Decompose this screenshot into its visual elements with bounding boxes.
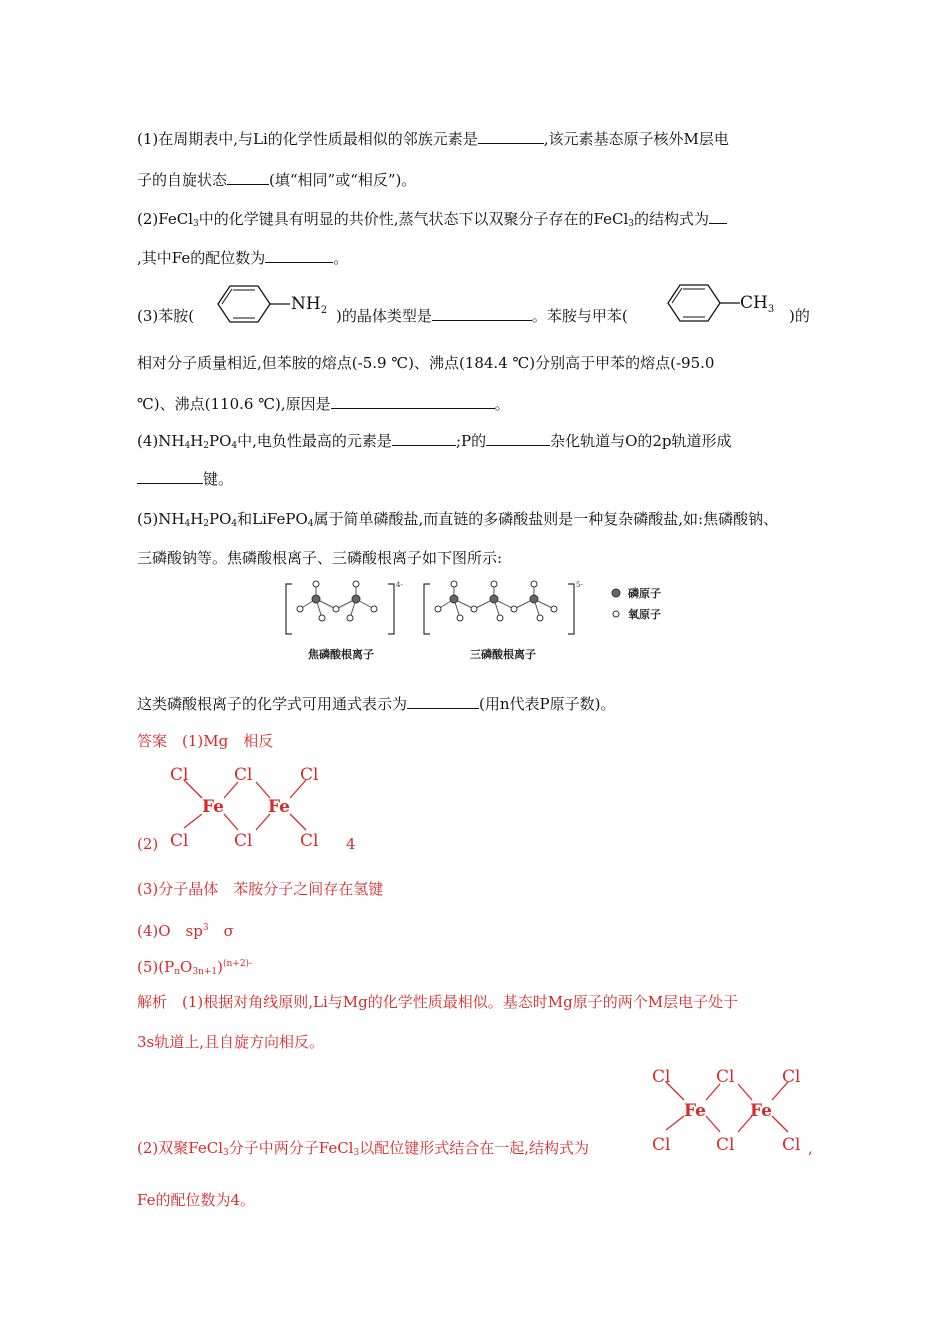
q4-text-a3: PO <box>209 432 232 450</box>
answer-line-2b <box>346 834 356 854</box>
analysis-2e: Fe的配位数为4。 <box>137 1191 256 1209</box>
o-atom <box>531 581 537 587</box>
answer-line-1 <box>137 731 273 751</box>
q5-text-a: (5)NH <box>137 510 185 528</box>
analysis-label: 解析 <box>137 993 168 1011</box>
q4-sub-3: 4 <box>231 441 238 451</box>
answer-4-pre: (4)O sp <box>137 922 203 940</box>
q4-sub-1: 4 <box>184 441 191 451</box>
q5-text-d: 三磷酸钠等。焦磷酸根离子、三磷酸根离子如下图所示: <box>137 549 503 567</box>
p-atom <box>352 595 360 603</box>
analysis-2d: , <box>808 1139 813 1157</box>
answer-5-pre: (5)(P <box>137 958 175 976</box>
answer-5-mid: O <box>180 958 193 976</box>
q2-blank-1[interactable] <box>709 209 727 224</box>
analysis-line-3b <box>808 1138 813 1158</box>
o-atom <box>551 606 557 612</box>
legend-p-dot <box>612 589 620 597</box>
analysis-2b-sub: 3 <box>353 1148 360 1158</box>
aniline-structure <box>208 282 338 326</box>
q5-sub-1: 4 <box>184 519 191 529</box>
q3-line-2 <box>137 353 714 373</box>
bracket-left-1 <box>286 584 292 634</box>
q3-line-1 <box>137 306 194 326</box>
triphosphate-label: 三磷酸根离子 <box>470 648 536 661</box>
cl-atom: Cl <box>652 1067 671 1087</box>
q4-blank-3[interactable] <box>137 469 203 484</box>
q2-text-b: 中的化学键具有明显的共价性,蒸气状态下以双聚分子存在的FeCl <box>198 210 629 228</box>
q4-text-a2: H <box>190 432 204 450</box>
aniline-ring <box>218 286 270 322</box>
fe-atom: Fe <box>750 1101 772 1121</box>
q4-line-1 <box>137 431 732 456</box>
o-atom <box>471 606 477 612</box>
q2-line-2 <box>137 248 348 268</box>
q3-blank-1[interactable] <box>432 306 532 321</box>
cl-atom: Cl <box>782 1135 801 1155</box>
q2-text-e: 。 <box>333 249 349 267</box>
q1-blank-2[interactable] <box>227 170 269 185</box>
pyrophosphate-atoms <box>297 581 377 621</box>
phosphate-ions-figure <box>270 576 690 668</box>
fe-atom: Fe <box>202 797 224 817</box>
answer-3: (3)分子晶体 苯胺分子之间存在氢键 <box>137 880 384 898</box>
cl-atom: Cl <box>782 1067 801 1087</box>
o-atom <box>491 581 497 587</box>
answer-line-2 <box>137 834 158 854</box>
toluene-ring <box>668 285 720 321</box>
answer-5-sup: (n+2)- <box>222 959 253 969</box>
q5-text-b: 和LiFePO <box>237 510 308 528</box>
q5-line-3 <box>137 694 615 714</box>
q2-blank-2[interactable] <box>265 248 333 263</box>
p-atom <box>312 595 320 603</box>
legend-p-label: 磷原子 <box>628 587 661 600</box>
toluene-structure <box>660 280 790 326</box>
q4-line-2 <box>137 469 233 489</box>
ch3-label: $CH_3$ <box>740 293 775 315</box>
o-atom <box>333 606 339 612</box>
answer-line-5 <box>137 954 252 982</box>
q1-text-c: 子的自旋状态 <box>137 171 228 189</box>
q4-text-c: ;P的 <box>455 432 487 450</box>
cl-atom: Cl <box>170 831 189 851</box>
charge-label-2: 5- <box>576 581 583 589</box>
analysis-line-1 <box>137 992 738 1012</box>
o-atom <box>457 615 463 621</box>
fe2cl6-atoms <box>652 1067 800 1155</box>
q1-blank-1[interactable] <box>478 129 544 144</box>
q1-line-1 <box>137 129 729 149</box>
pyrophosphate-bonds <box>300 584 374 618</box>
analysis-line-2 <box>137 1032 324 1052</box>
o-atom <box>347 615 353 621</box>
o-atom <box>497 615 503 621</box>
answer-5-sub1: n <box>174 967 180 977</box>
q1-text-a: (1)在周期表中,与Li的化学性质最相似的邻族元素是 <box>137 130 478 148</box>
analysis-line-4 <box>137 1190 255 1210</box>
bracket-right-2 <box>568 584 574 634</box>
p-atom <box>530 595 538 603</box>
q4-blank-2[interactable] <box>486 431 550 446</box>
q5-text-a3: PO <box>209 510 232 528</box>
bracket-left-2 <box>424 584 430 634</box>
q2-text-d: ,其中Fe的配位数为 <box>137 249 266 267</box>
legend-o-label: 氧原子 <box>628 608 661 621</box>
q2-sub-b: 3 <box>628 219 634 229</box>
o-atom <box>297 606 303 612</box>
q4-text-b: 中,电负性最高的元素是 <box>237 432 392 450</box>
q5-text-e: 这类磷酸根离子的化学式可用通式表示为 <box>137 695 408 713</box>
o-atom <box>451 581 457 587</box>
q4-text-d: 杂化轨道与O的2p轨道形成 <box>550 432 732 450</box>
o-atom <box>319 615 325 621</box>
fe-atom: Fe <box>268 797 290 817</box>
cl-atom: Cl <box>234 831 253 851</box>
cl-atom: Cl <box>300 831 319 851</box>
p-atom <box>490 595 498 603</box>
q3-line-1c <box>789 306 810 326</box>
q1-text-d: (填“相同”或“相反”)。 <box>269 171 417 189</box>
cl-atom: Cl <box>300 765 319 785</box>
analysis-1a: (1)根据对角线原则,Li与Mg的化学性质最相似。基态时Mg原子的两个M层电子处于 <box>167 993 739 1011</box>
cl-atom: Cl <box>652 1135 671 1155</box>
answer-4-post: σ <box>208 922 234 940</box>
q4-sub-2: 2 <box>203 441 210 451</box>
answer-5-close: ) <box>217 958 223 976</box>
answer-5-sub2: 3n+1 <box>192 967 218 977</box>
answer-line-4 <box>137 918 234 941</box>
q5-sub-2: 2 <box>203 519 210 529</box>
q4-text-e: 键。 <box>203 470 234 488</box>
q3-text-d: )的 <box>789 307 810 325</box>
analysis-1b: 3s轨道上,且自旋方向相反。 <box>137 1033 325 1051</box>
q2-line-1 <box>137 209 727 234</box>
o-atom <box>537 615 543 621</box>
q3-text-c: 。苯胺与甲苯( <box>531 307 628 325</box>
q1-line-2 <box>137 170 416 190</box>
q5-blank-1[interactable] <box>407 694 479 709</box>
q2-sub-a: 3 <box>193 219 199 229</box>
q5-text-f: (用n代表P原子数)。 <box>479 695 616 713</box>
o-atom <box>511 606 517 612</box>
q2-text-c: 的结构式为 <box>633 210 709 228</box>
q3-text-a: (3)苯胺( <box>137 307 195 325</box>
q5-text-a2: H <box>190 510 204 528</box>
legend-o-dot <box>613 611 619 617</box>
q2-text-a: (2)FeCl <box>137 210 193 228</box>
answer-1: (1)Mg 相反 <box>182 732 274 750</box>
cl-atom: Cl <box>170 765 189 785</box>
q4-blank-1[interactable] <box>392 431 456 446</box>
answer-label: 答案 <box>137 732 168 750</box>
analysis-line-3 <box>137 1138 589 1163</box>
cl-atom: Cl <box>234 765 253 785</box>
q3-blank-2[interactable] <box>331 394 495 409</box>
q3-line-1b <box>336 306 628 326</box>
fe2cl6-structure-answer <box>160 760 340 856</box>
q5-sub-4: 4 <box>307 519 314 529</box>
nh2-label: $NH_2$ <box>291 294 328 316</box>
cl-atom: Cl <box>716 1067 735 1087</box>
q3-line-3 <box>137 394 510 414</box>
o-atom <box>353 581 359 587</box>
o-atom <box>371 606 377 612</box>
o-atom <box>435 606 441 612</box>
q3-text-b: )的晶体类型是 <box>336 307 432 325</box>
q5-text-c: 属于简单磷酸盐,而直链的多磷酸盐则是一种复杂磷酸盐,如:焦磷酸钠、 <box>313 510 779 528</box>
answer-line-3 <box>137 879 383 899</box>
cl-atom: Cl <box>716 1135 735 1155</box>
fe2cl6-structure-analysis <box>640 1062 820 1158</box>
q5-line-1 <box>137 509 778 534</box>
o-atom <box>313 581 319 587</box>
analysis-2b: 分子中两分子FeCl <box>228 1139 354 1157</box>
q1-text-b: ,该元素基态原子核外M层电 <box>543 130 729 148</box>
fe-atom: Fe <box>684 1101 706 1121</box>
q5-line-2 <box>137 548 502 568</box>
q5-sub-3: 4 <box>231 519 238 529</box>
charge-label-1: 4- <box>396 581 403 589</box>
p-atom <box>450 595 458 603</box>
q4-text-a: (4)NH <box>137 432 185 450</box>
answer-2-prefix: (2) <box>137 835 159 853</box>
analysis-2a: (2)双聚FeCl <box>137 1139 223 1157</box>
analysis-2c: 以配位键形式结合在一起,结构式为 <box>359 1139 589 1157</box>
fe2cl6-atoms <box>170 765 318 851</box>
q3-text-f: ℃)、沸点(110.6 ℃),原因是 <box>137 395 331 413</box>
answer-2-suffix: 4 <box>346 835 356 853</box>
answer-4-sup: 3 <box>202 923 209 933</box>
bracket-right-1 <box>388 584 394 634</box>
q3-text-e: 相对分子质量相近,但苯胺的熔点(-5.9 ℃)、沸点(184.4 ℃)分别高于甲苯的熔点(-95.0 <box>137 354 715 372</box>
q3-text-g: 。 <box>494 395 510 413</box>
analysis-2a-sub: 3 <box>223 1148 229 1158</box>
pyrophosphate-label: 焦磷酸根离子 <box>308 648 374 661</box>
